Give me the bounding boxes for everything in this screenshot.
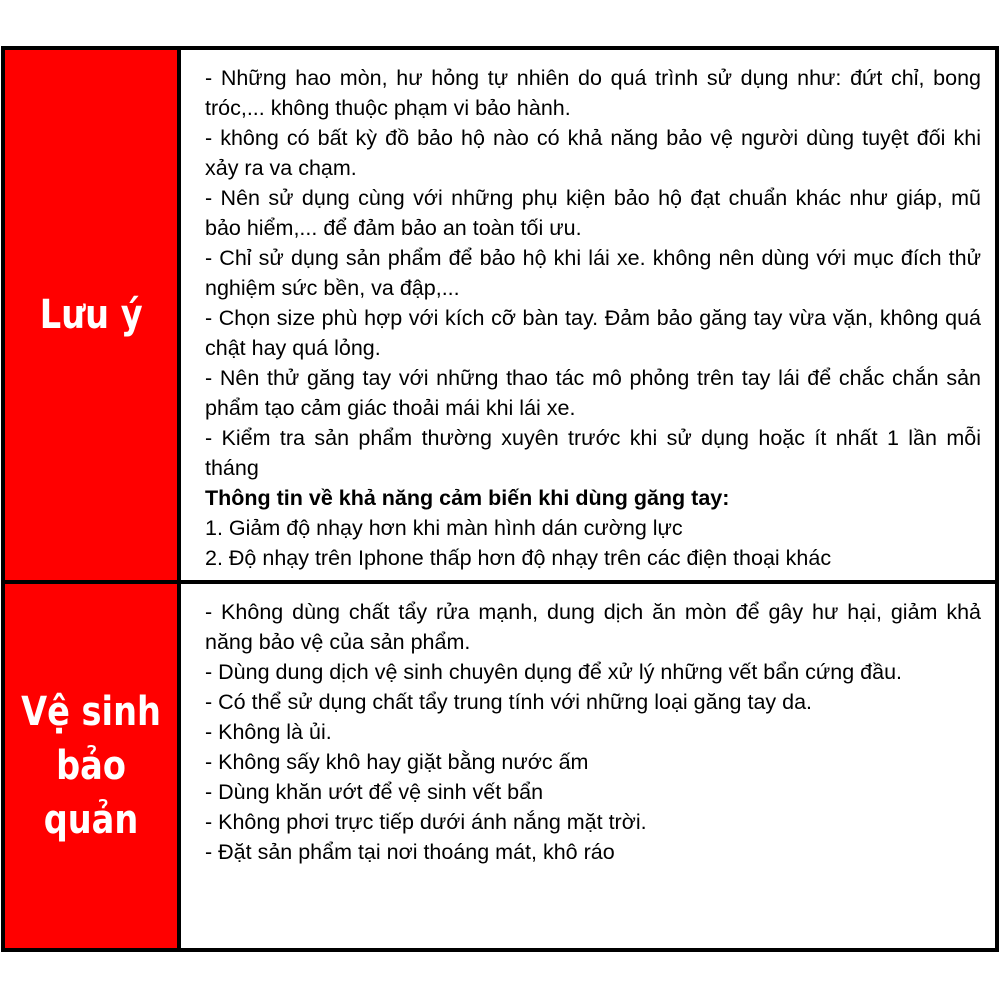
care-line: - Không là ủi. [205,720,332,744]
notes-line: - Chọn size phù hợp với kích cỡ bàn tay. Đảm bảo găng tay vừa vặn, không quá chật hay quá lỏng. [205,306,981,360]
care-label-cell [5,584,181,948]
notes-line: - Những hao mòn, hư hỏng tự nhiên do quá trình sử dụng như: đứt chỉ, bong tróc,... không thuộc phạm vi bảo hành. [205,66,981,120]
table-row-notes [5,50,995,584]
notes-content [181,50,995,580]
care-line: - Không phơi trực tiếp dưới ánh nắng mặt trời. [205,810,647,834]
sensor-info-heading: Thông tin về khả năng cảm biến khi dùng găng tay: [205,486,730,510]
notes-line: 1. Giảm độ nhạy hơn khi màn hình dán cường lực [205,516,683,540]
notes-line: - Nên sử dụng cùng với những phụ kiện bảo hộ đạt chuẩn khác như giáp, mũ bảo hiểm,... để đảm bảo an toàn tối ưu. [205,186,981,240]
care-line: - Dùng dung dịch vệ sinh chuyên dụng để xử lý những vết bẩn cứng đầu. [205,660,902,684]
care-line: - Không sấy khô hay giặt bằng nước ấm [205,750,589,774]
notes-line: - Chỉ sử dụng sản phẩm để bảo hộ khi lái xe. không nên dùng với mục đích thử nghiệm sức bền, va đập,... [205,246,981,300]
care-line: - Dùng khăn ướt để vệ sinh vết bẩn [205,780,544,804]
notes-line: - Nên thử găng tay với những thao tác mô phỏng trên tay lái để chắc chắn sản phẩm tạo cảm giác thoải mái khi lái xe. [205,366,981,420]
info-table [1,46,999,952]
notes-line: - không có bất kỳ đồ bảo hộ nào có khả năng bảo vệ người dùng tuyệt đối khi xảy ra va chạm. [205,126,981,180]
notes-label: Lưu ý [39,292,143,338]
care-line: - Đặt sản phẩm tại nơi thoáng mát, khô ráo [205,840,615,864]
care-label: Vệ sinh bảo quản [21,689,161,843]
care-line: - Không dùng chất tẩy rửa mạnh, dung dịch ăn mòn để gây hư hại, giảm khả năng bảo vệ của sản phẩm. [205,600,981,654]
table-row-care [5,584,995,948]
notes-line: 2. Độ nhạy trên Iphone thấp hơn độ nhạy trên các điện thoại khác [205,546,832,570]
care-content [181,584,995,948]
notes-label-cell [5,50,181,580]
care-line: - Có thể sử dụng chất tẩy trung tính với những loại găng tay da. [205,690,813,714]
notes-line: - Kiểm tra sản phẩm thường xuyên trước khi sử dụng hoặc ít nhất 1 lần mỗi tháng [205,426,981,480]
